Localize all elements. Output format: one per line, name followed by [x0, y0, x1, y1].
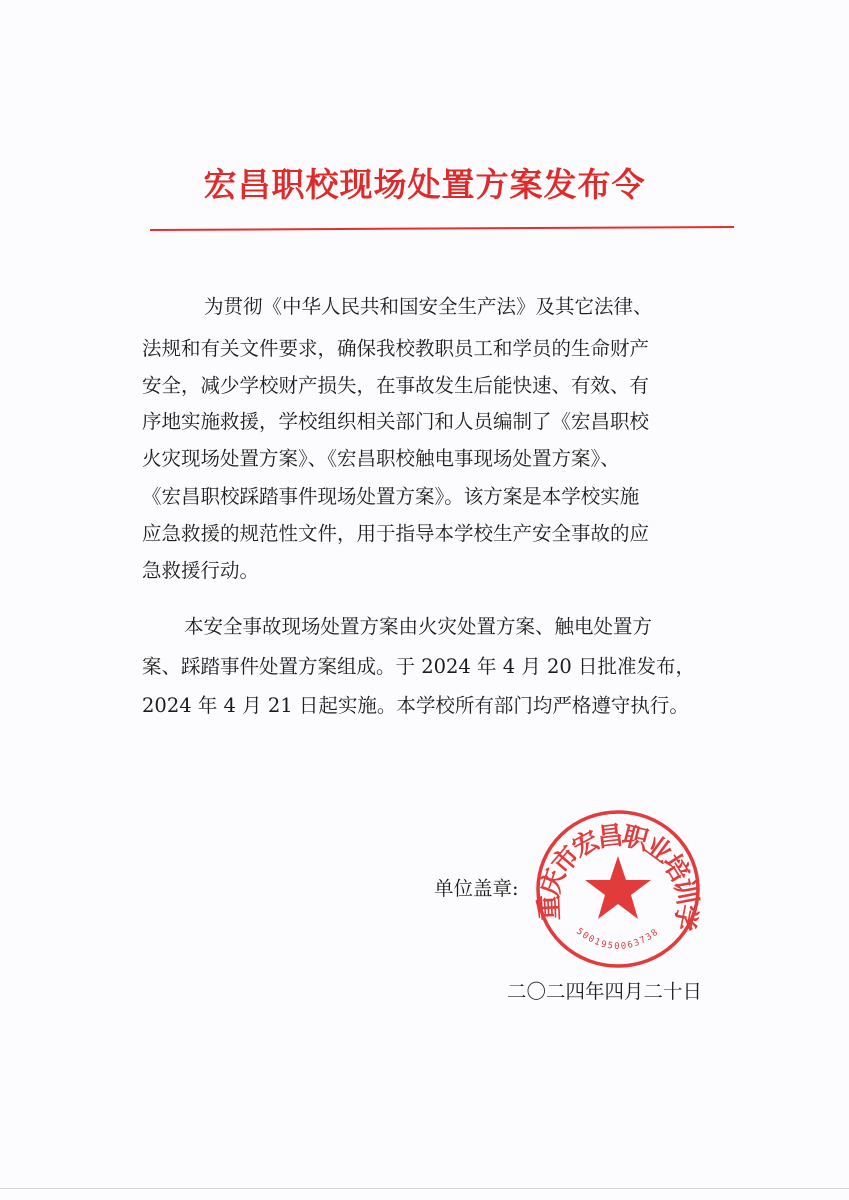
paragraph-1-line: 序地实施救援，学校组织相关部门和人员编制了《宏昌职校: [142, 410, 650, 433]
paragraph-2-line: 2024 年 4 月 21 日起实施。本学校所有部门均严格遵守执行。: [142, 694, 689, 717]
stamp-label: 单位盖章:: [434, 877, 519, 900]
paragraph-1-line: 《宏昌职校踩踏事件现场处置方案》。该方案是本学校实施: [142, 485, 640, 508]
paragraph-2-line: 本安全事故现场处置方案由火灾处置方案、触电处置方: [184, 615, 653, 638]
paragraph-2-line: 案、踩踏事件处置方案组成。于 2024 年 4 月 20 日批准发布，: [142, 655, 696, 678]
paragraph-1-line: 急救援行动。: [142, 559, 260, 582]
paragraph-1-line: 为贯彻《中华人民共和国安全生产法》及其它法律、: [204, 295, 653, 318]
seal-code: 5001950063738: [574, 926, 660, 953]
paragraph-1-line: 安全，减少学校财产损失，在事故发生后能快速、有效、有: [142, 374, 650, 397]
paragraph-1-line: 应急救援的规范性文件，用于指导本学校生产安全事故的应: [142, 522, 650, 545]
issue-date: 二〇二四年四月二十日: [507, 980, 703, 1003]
star-icon: [585, 856, 651, 919]
seal-arc-text: 重庆市宏昌职业培训学: [534, 820, 702, 933]
official-seal: [528, 804, 708, 974]
paragraph-1-line: 火灾现场处置方案》、《宏昌职校触电事现场处置方案》、: [142, 447, 620, 470]
seal-icon: [528, 804, 708, 974]
document-title: 宏昌职校现场处置方案发布令: [203, 165, 646, 204]
title-divider: [150, 226, 734, 231]
paragraph-1-line: 法规和有关文件要求，确保我校教职员工和学员的生命财产: [142, 337, 650, 360]
page-edge-line: [0, 1188, 849, 1189]
